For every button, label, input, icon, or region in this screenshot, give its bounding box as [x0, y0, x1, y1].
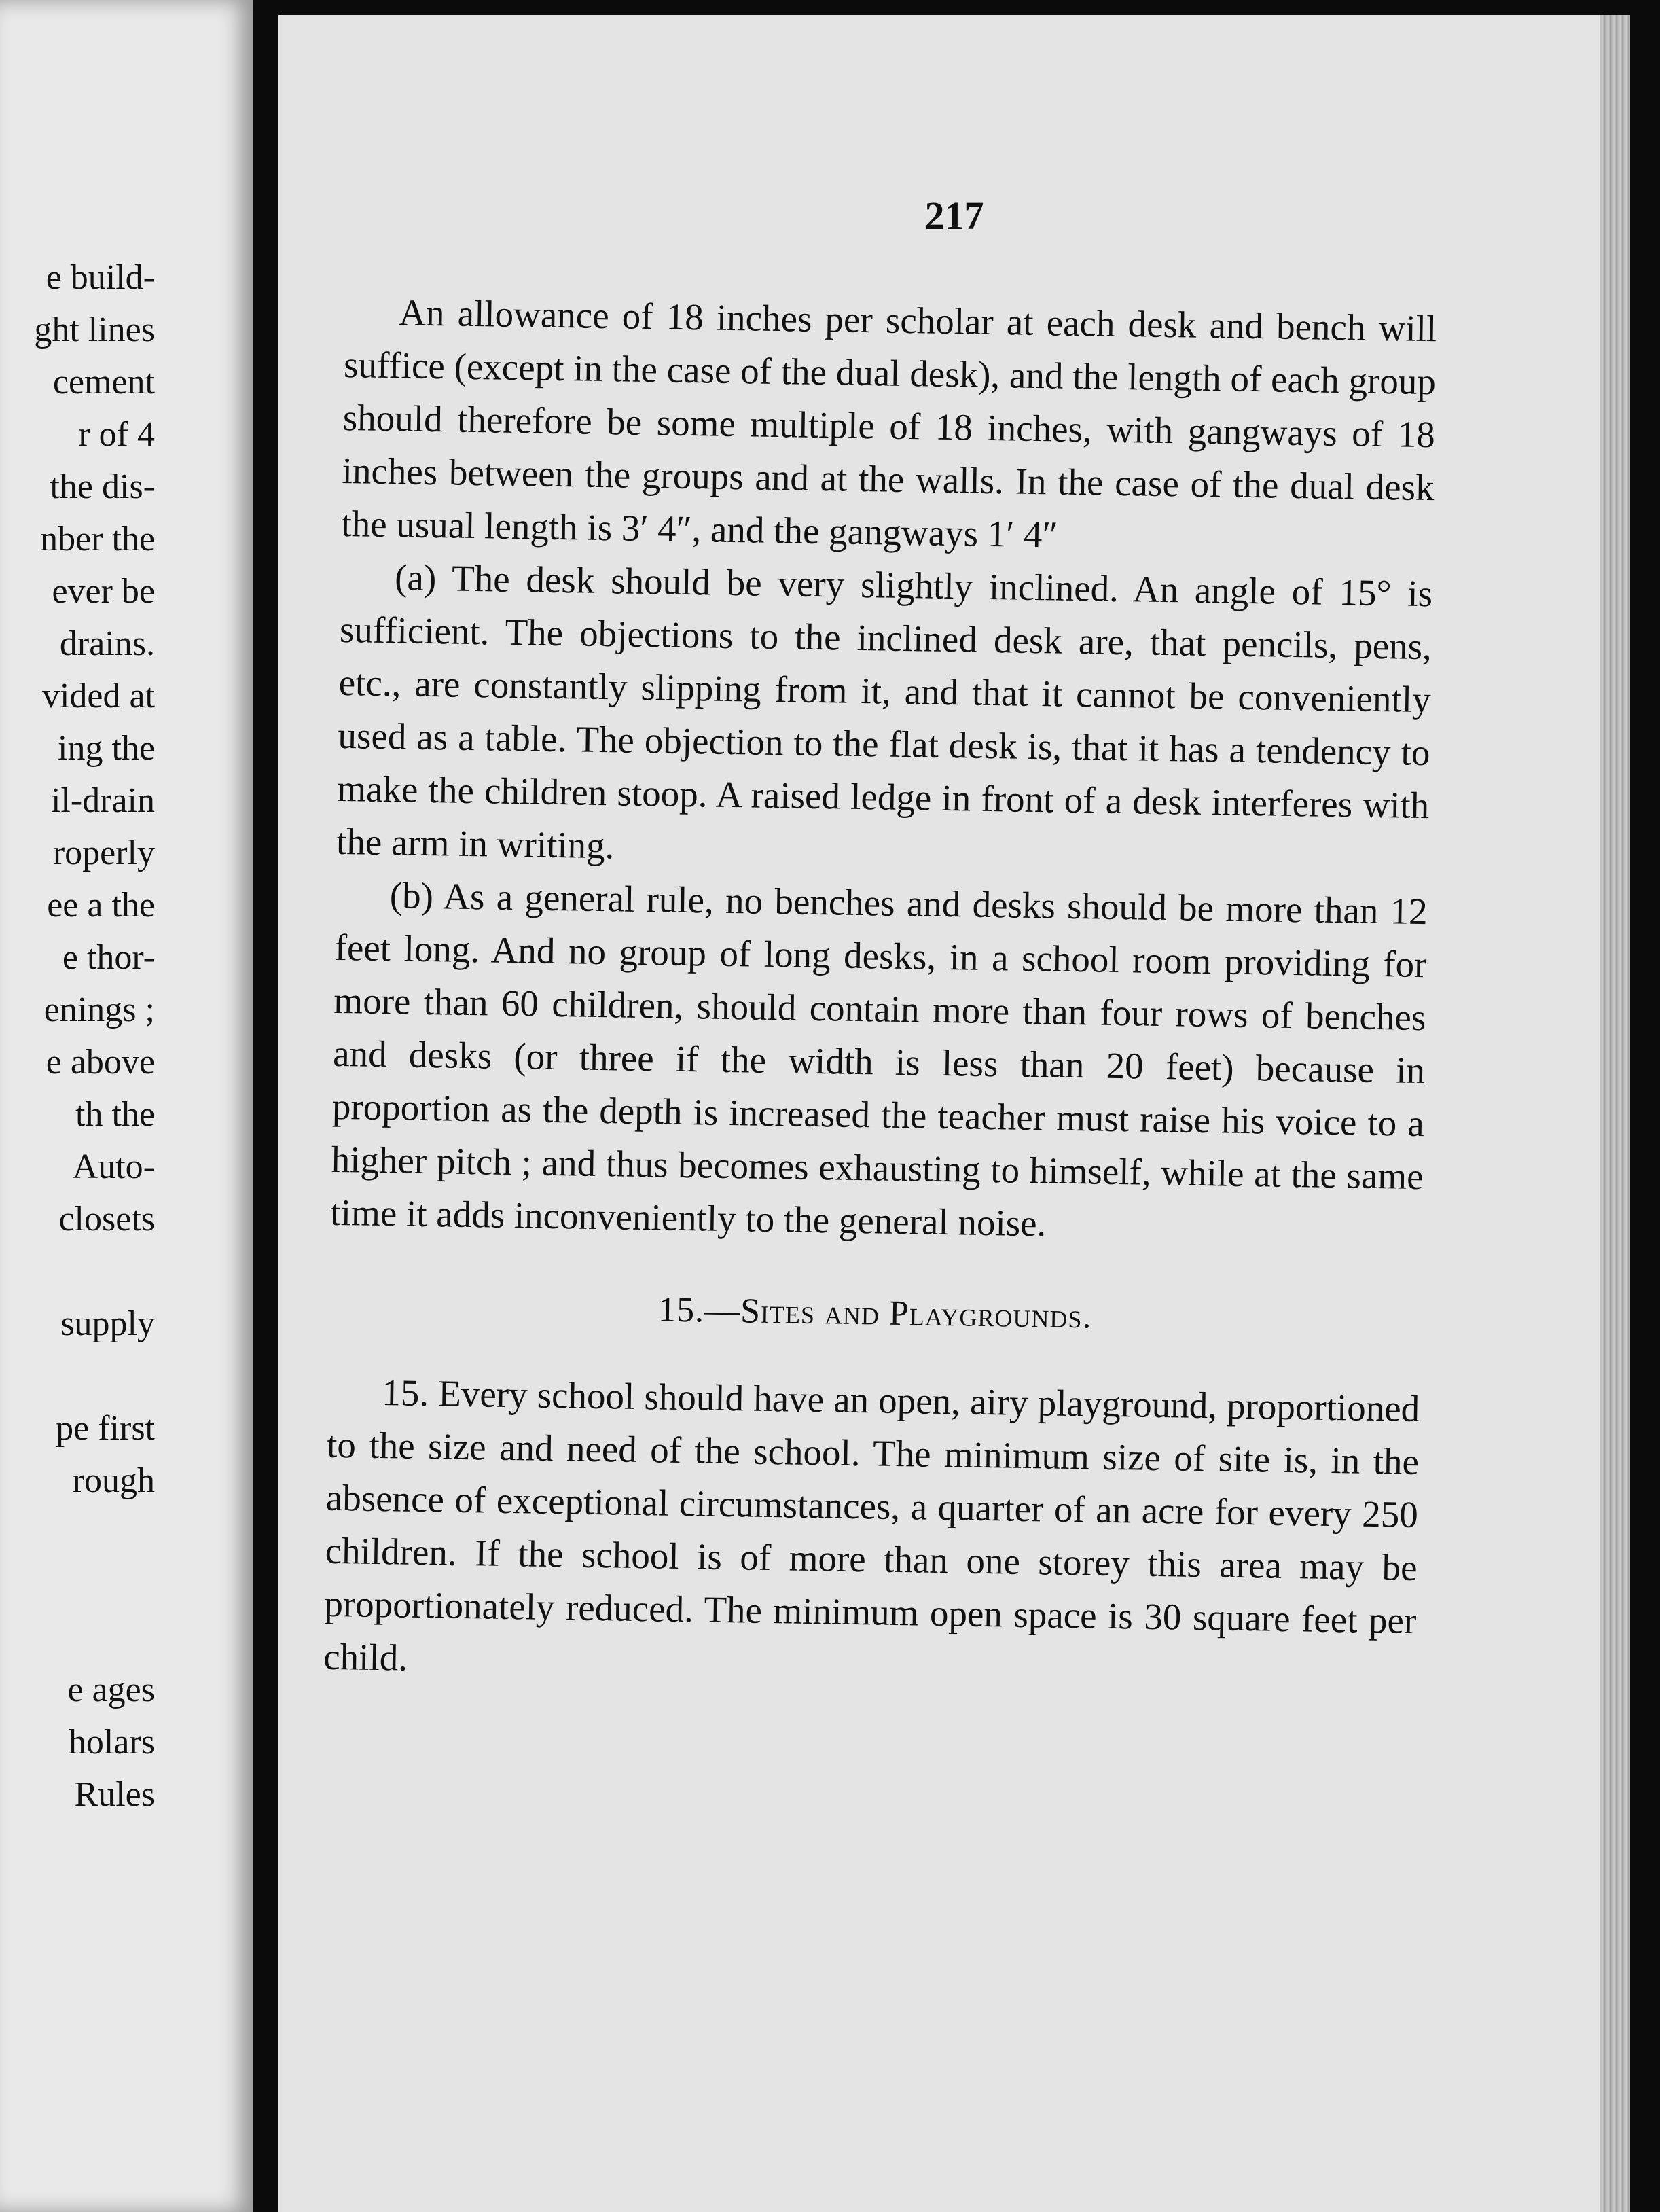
facing-page-line: cement — [52, 363, 155, 402]
section-heading — [329, 1279, 1422, 1349]
section-heading-number: 15.— — [657, 1290, 741, 1331]
facing-page-line: ee a the — [47, 886, 155, 925]
facing-page-line — [0, 1559, 155, 1611]
paragraph-desk-inclination: (a) The desk should be very slightly inclined. An angle of 15° is sufficient. The objections to the inclined desk are, that pencils, pens, etc., are constantly slipping from it, and that it cannot be conveniently used as a table. The objection to the flat desk is, that it has a tendency to make the children stoop. A raised ledge in front of a desk interferes with the arm in writing. — [336, 556, 1433, 867]
facing-page-line: e above — [46, 1043, 155, 1082]
facing-page-line: closets — [58, 1200, 155, 1238]
facing-page-line: ght lines — [34, 310, 155, 349]
facing-page-line: rough — [72, 1461, 155, 1500]
facing-page-line — [0, 1507, 155, 1559]
page-number: 217 — [924, 194, 984, 238]
section-heading-title: Sites and Playgrounds. — [740, 1291, 1093, 1336]
facing-page-line: ing the — [58, 729, 155, 768]
page-edge-stack — [1600, 15, 1630, 2212]
facing-page-line: holars — [68, 1723, 155, 1762]
paragraph-bench-length: (b) As a general rule, no benches and desks should be more than 12 feet long. And no group of long desks, in a school room providing for more than 60 children, should contain more than four rows of benches and desks (or three if the width is less than 20 feet) because in proportion as the depth is increased the teacher must raise his voice to a higher pitch ; and thus becomes exhausting to himself, while at the same time it adds inconveniently to the general noise. — [330, 874, 1428, 1245]
facing-page-line: supply — [60, 1304, 155, 1343]
facing-page — [0, 0, 253, 2212]
facing-page-line: nber the — [40, 520, 155, 558]
facing-page-line: e build- — [46, 258, 155, 297]
facing-page-line — [0, 1245, 155, 1298]
facing-page-line: th the — [75, 1095, 155, 1134]
facing-page-line: pe first — [56, 1409, 155, 1448]
body-text — [323, 285, 1437, 1700]
facing-page-line: r of 4 — [78, 415, 155, 454]
facing-page-line: e ages — [67, 1671, 155, 1709]
facing-page-text — [0, 251, 155, 1821]
facing-page-line: vided at — [41, 677, 155, 715]
facing-page-line: drains. — [59, 624, 155, 663]
facing-page-line: Rules — [74, 1775, 155, 1814]
facing-page-line: the dis- — [50, 467, 155, 506]
facing-page-line: e thor- — [62, 938, 155, 977]
paragraph-desk-allowance: An allowance of 18 inches per scholar at each desk and bench will suffice (except in the case of the dual desk), and the length of each group should therefore be some multiple of 18 inches, with gangways of 18 inches between the groups and at the walls. In the case of the dual desk the usual length is 3′ 4″, and the gangways 1′ 4″ — [341, 291, 1437, 556]
facing-page-line: Auto- — [72, 1147, 155, 1186]
facing-page-line: ever be — [52, 572, 155, 611]
facing-page-line — [0, 1611, 155, 1664]
main-page — [278, 15, 1630, 2212]
facing-page-line: roperly — [52, 834, 155, 872]
facing-page-line: enings ; — [43, 991, 155, 1029]
paragraph-playground: 15. Every school should have an open, airy playground, proportioned to the size and need of the school. The minimum size of site is, in the absence of exceptional circumstances, a quarter of an acre for every 250 children. If the school is of more than one storey this area may be proportionately reduced. The minimum open space is 30 square feet per child. — [323, 1372, 1420, 1679]
facing-page-line: il-drain — [50, 781, 155, 820]
facing-page-line — [0, 1350, 155, 1402]
